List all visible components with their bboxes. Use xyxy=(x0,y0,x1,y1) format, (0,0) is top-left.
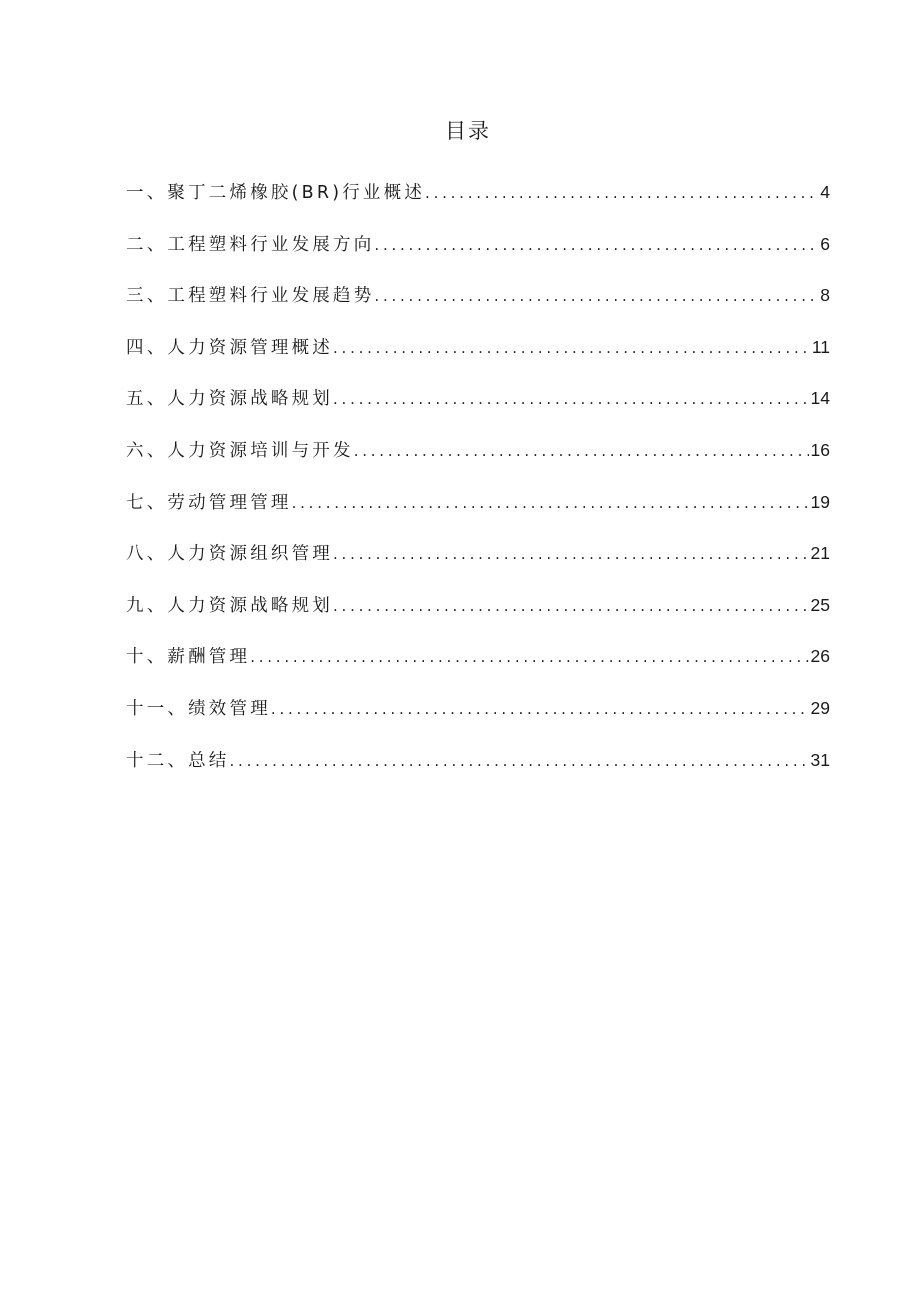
toc-entry[interactable] xyxy=(126,384,830,413)
toc-page-number: 31 xyxy=(810,749,830,770)
toc-entry-title: 十、薪酬管理 xyxy=(126,647,251,668)
toc-entry-title: 四、人力资源管理概述 xyxy=(126,337,333,358)
toc-page-number: 16 xyxy=(810,439,830,460)
toc-page-number: 26 xyxy=(810,646,830,667)
toc-entry-title: 十二、总结 xyxy=(126,750,230,771)
toc-dot-leader xyxy=(250,643,808,672)
toc-entry-title: 九、人力资源战略规划 xyxy=(126,595,333,616)
toc-dot-leader xyxy=(425,179,818,208)
toc-list xyxy=(126,178,830,797)
toc-dot-leader xyxy=(292,489,809,518)
toc-entry[interactable] xyxy=(126,333,830,362)
toc-page-number: 29 xyxy=(810,697,830,718)
toc-entry[interactable] xyxy=(126,436,830,465)
toc-entry[interactable] xyxy=(126,178,830,207)
toc-entry[interactable] xyxy=(126,281,830,310)
toc-dot-leader xyxy=(333,592,809,621)
toc-entry[interactable] xyxy=(126,488,830,517)
toc-page-number: 14 xyxy=(810,388,830,409)
toc-entry-title: 十一、绩效管理 xyxy=(126,698,271,719)
toc-entry-title: 一、聚丁二烯橡胶(BR)行业概述 xyxy=(126,183,426,203)
toc-dot-leader xyxy=(374,282,818,311)
toc-entry[interactable] xyxy=(126,591,830,620)
toc-dot-leader xyxy=(230,747,809,776)
toc-entry[interactable] xyxy=(126,642,830,671)
toc-dot-leader xyxy=(333,540,809,569)
toc-entry-title: 三、工程塑料行业发展趋势 xyxy=(126,286,375,307)
toc-page-number: 11 xyxy=(811,336,830,357)
toc-title: 目录 xyxy=(445,119,491,143)
toc-dot-leader xyxy=(374,231,818,260)
toc-dot-leader xyxy=(333,385,809,414)
toc-entry-title: 二、工程塑料行业发展方向 xyxy=(126,234,375,255)
toc-dot-leader xyxy=(333,334,810,363)
toc-dot-leader xyxy=(271,695,809,724)
toc-page-number: 25 xyxy=(810,594,830,615)
toc-entry[interactable] xyxy=(126,230,830,259)
toc-entry-title: 七、劳动管理管理 xyxy=(126,492,292,513)
toc-dot-leader xyxy=(354,437,809,466)
toc-entry[interactable] xyxy=(126,694,830,723)
toc-page-number: 8 xyxy=(820,285,830,306)
toc-page-number: 4 xyxy=(820,182,830,202)
toc-page-number: 21 xyxy=(810,543,830,564)
toc-page-number: 19 xyxy=(810,491,830,512)
toc-page-number: 6 xyxy=(820,233,830,254)
toc-entry[interactable] xyxy=(126,539,830,568)
toc-entry-title: 八、人力资源组织管理 xyxy=(126,544,333,565)
toc-entry-title: 五、人力资源战略规划 xyxy=(126,389,333,410)
toc-entry[interactable] xyxy=(126,746,830,775)
toc-entry-title: 六、人力资源培训与开发 xyxy=(126,440,354,461)
